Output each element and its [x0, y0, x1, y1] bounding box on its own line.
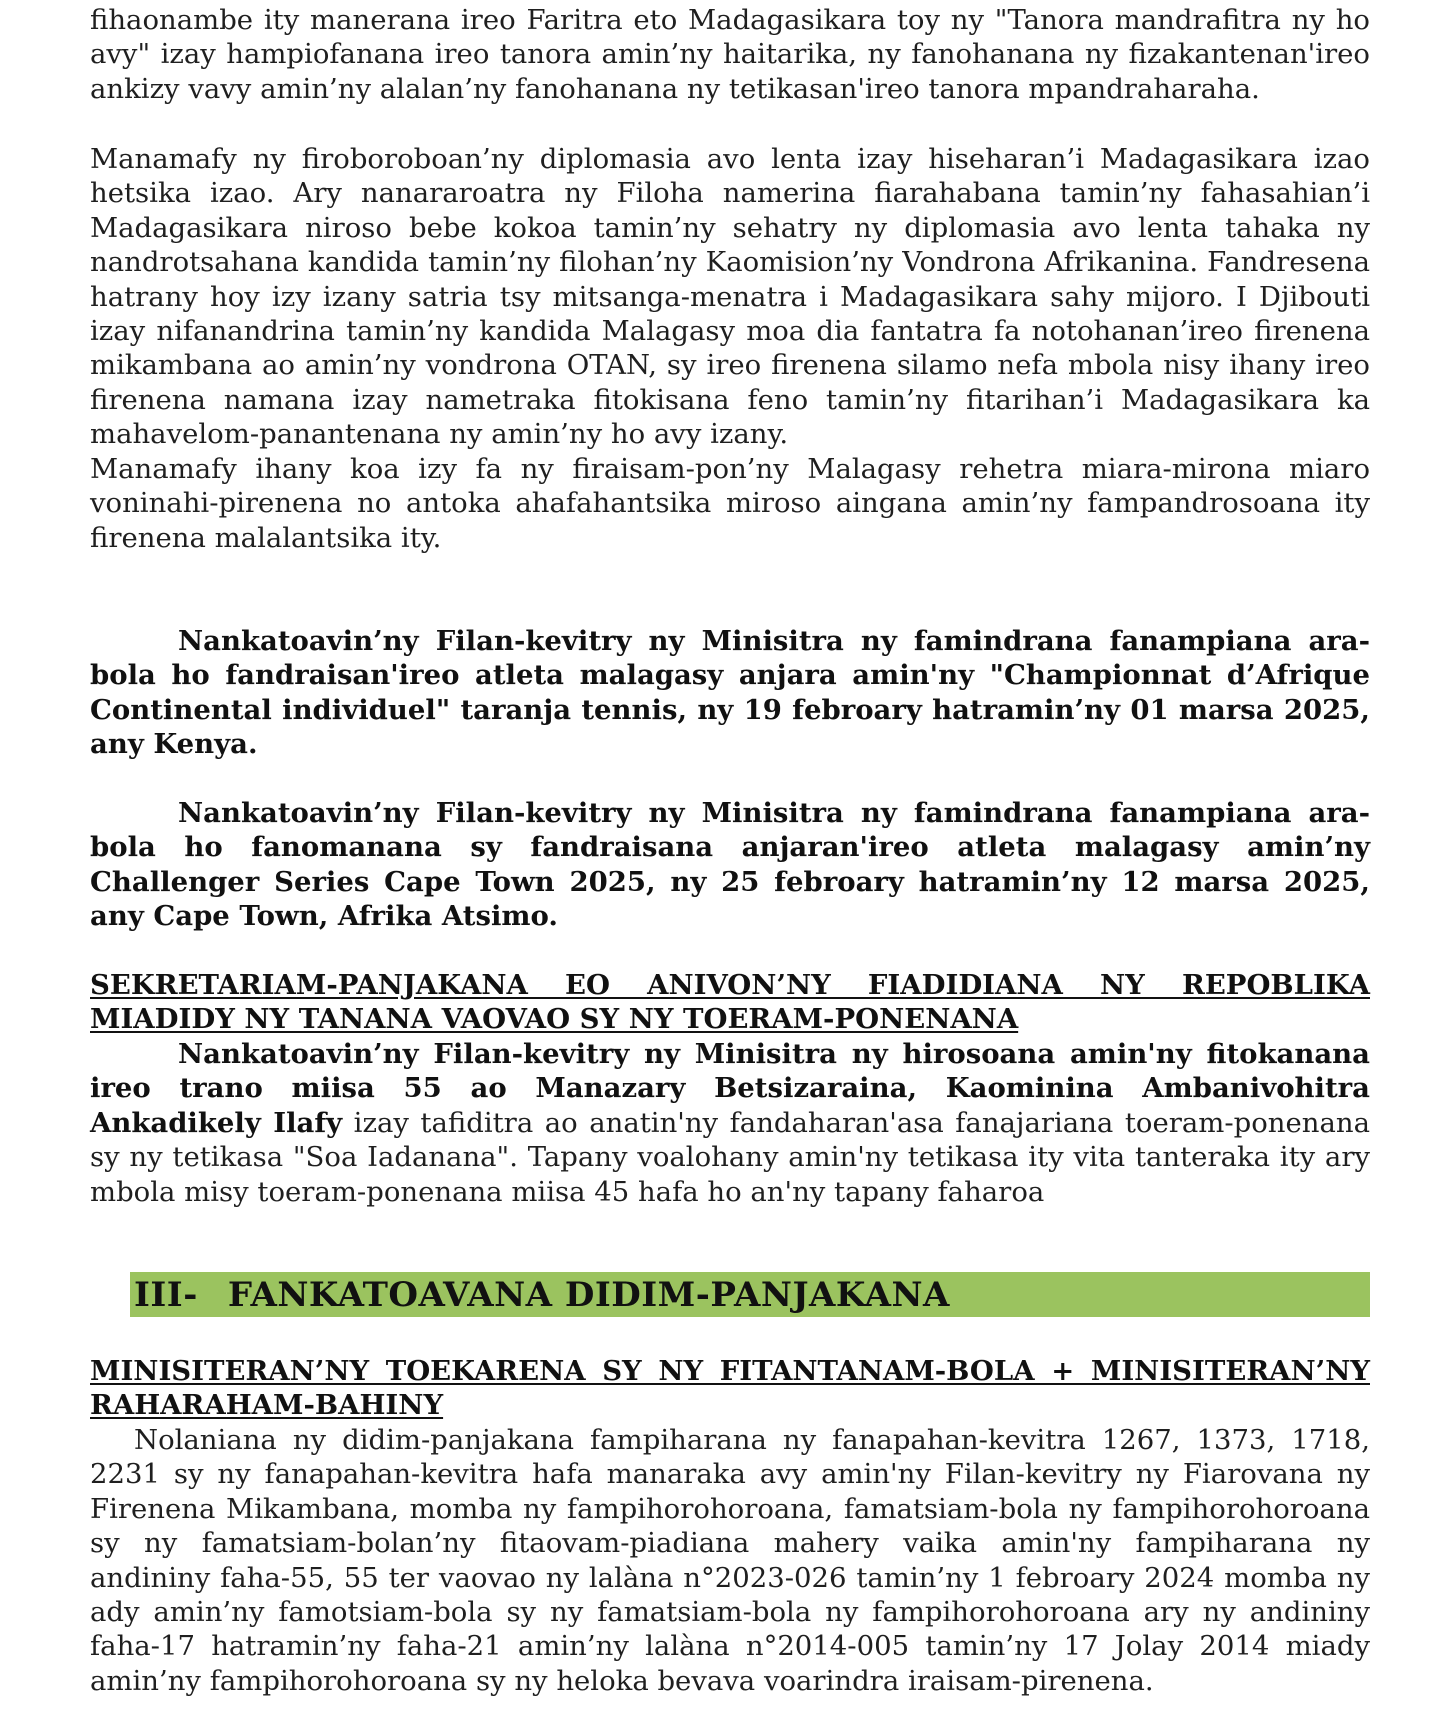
section-3-title-bar: [130, 1272, 1370, 1317]
decision-paragraph-2: Nankatoavin’ny Filan-kevitry ny Minisitra ny famindrana fanampiana ara-bola ho fanomanana sy fandraisana anjaran'ireo atleta malagasy amin’ny Challenger Series Cape Town 2025, ny 25 febroary hatramin’ny 12 marsa 2025, any Cape Town, Afrika Atsimo.: [90, 797, 1370, 933]
intro-paragraph-3: Manamafy ihany koa izy fa ny firaisam-pon’ny Malagasy rehetra miara-mirona miaro voninahi-pirenena no antoka ahafahantsika miroso aingana amin’ny fampandrosoana ity firenena malalantsika ity.: [90, 453, 1370, 554]
section-title: FANKATOAVANA DIDIM-PANJAKANA: [227, 1274, 950, 1315]
ministry-heading: MINISITERAN’NY TOEKARENA SY NY FITANTANAM-BOLA + MINISITERAN’NY RAHARAHAM-BAHINY: [90, 1355, 1370, 1422]
secretariat-normal-text: izay tafiditra ao anatin'ny fandaharan'asa fanajariana toeram-ponenana sy ny tetikasa "Soa Iadanana". Tapany voalohany amin'ny tetikasa ity vita tanteraka ity ary mbola misy toeram-ponenana miisa 45 hafa ho an'ny tapany faharoa: [90, 1106, 1370, 1208]
intro-paragraph-1: fihaonambe ity manerana ireo Faritra eto Madagasikara toy ny "Tanora mandrafitra ny ho avy" izay hampiofanana ireo tanora amin’ny haitarika, ny fanohanana ny fizakantenan'ireo ankizy vavy amin’ny alalan’ny fanohanana ny tetikasan'ireo tanora mpandraharaha.: [90, 4, 1370, 105]
secretariat-paragraph: [90, 1037, 1370, 1209]
secretariat-bold-text: Nankatoavin’ny Filan-kevitry ny Minisitra ny hirosoana amin'ny fitokanana ireo trano miisa 55 ao Manazary Betsizaraina, Kaominina Ambanivohitra Ankadikely Ilafy: [90, 1038, 1370, 1139]
decree-paragraph: Nolaniana ny didim-panjakana fampiharana ny fanapahan-kevitra 1267, 1373, 1718, 2231 sy ny fanapahan-kevitra hafa manaraka avy amin'ny Filan-kevitry ny Fiarovana ny Firenena Mikambana, momba ny fampihorohoroana, famatsiam-bola ny fampihorohoroana sy ny famatsiam-bolan’ny fitaovam-piadiana mahery vaika amin'ny fampiharana ny andininy faha-55, 55 ter vaovao ny lalàna n°2023-026 tamin’ny 1 febroary 2024 momba ny ady amin’ny famotsiam-bola sy ny famatsiam-bola ny fampihorohoroana ary ny andininy faha-17 hatramin’ny faha-21 amin’ny lalàna n°2014-005 tamin’ny 17 Jolay 2014 miady amin’ny fampihorohoroana sy ny heloka bevava voarindra iraisam-pirenena.: [90, 1424, 1370, 1697]
decision-paragraph-1: Nankatoavin’ny Filan-kevitry ny Minisitra ny famindrana fanampiana ara-bola ho fandraisan'ireo atleta malagasy anjara amin'ny "Championnat d’Afrique Continental individuel" taranja tennis, ny 19 febroary hatramin’ny 01 marsa 2025, any Kenya.: [90, 625, 1370, 761]
intro-paragraph-2: Manamafy ny firoboroboan’ny diplomasia avo lenta izay hiseharan’i Madagasikara izao hetsika izao. Ary nanararoatra ny Filoha namerina fiarahabana tamin’ny fahasahian’i Madagasikara niroso bebe kokoa tamin’ny sehatry ny diplomasia avo lenta tahaka ny nandrotsahana kandida tamin’ny filohan’ny Kaomision’ny Vondrona Afrikanina. Fandresena hatrany hoy izy izany satria tsy mitsanga-menatra i Madagasikara sahy mijoro. I Djibouti izay nifanandrina tamin’ny kandida Malagasy moa dia fantatra fa notohanan’ireo firenena mikambana ao amin’ny vondrona OTAN, sy ireo firenena silamo nefa mbola nisy ihany ireo firenena namana izay nametraka fitokisana feno tamin’ny fitarihan’i Madagasikara ka mahavelom-panantenana ny amin’ny ho avy izany.: [90, 143, 1370, 451]
secretariat-heading: SEKRETARIAM-PANJAKANA EO ANIVON’NY FIADIDIANA NY REPOBLIKA MIADIDY NY TANANA VAOVAO SY NY TOERAM-PONENANA: [90, 969, 1370, 1036]
section-number: III-: [134, 1274, 198, 1315]
